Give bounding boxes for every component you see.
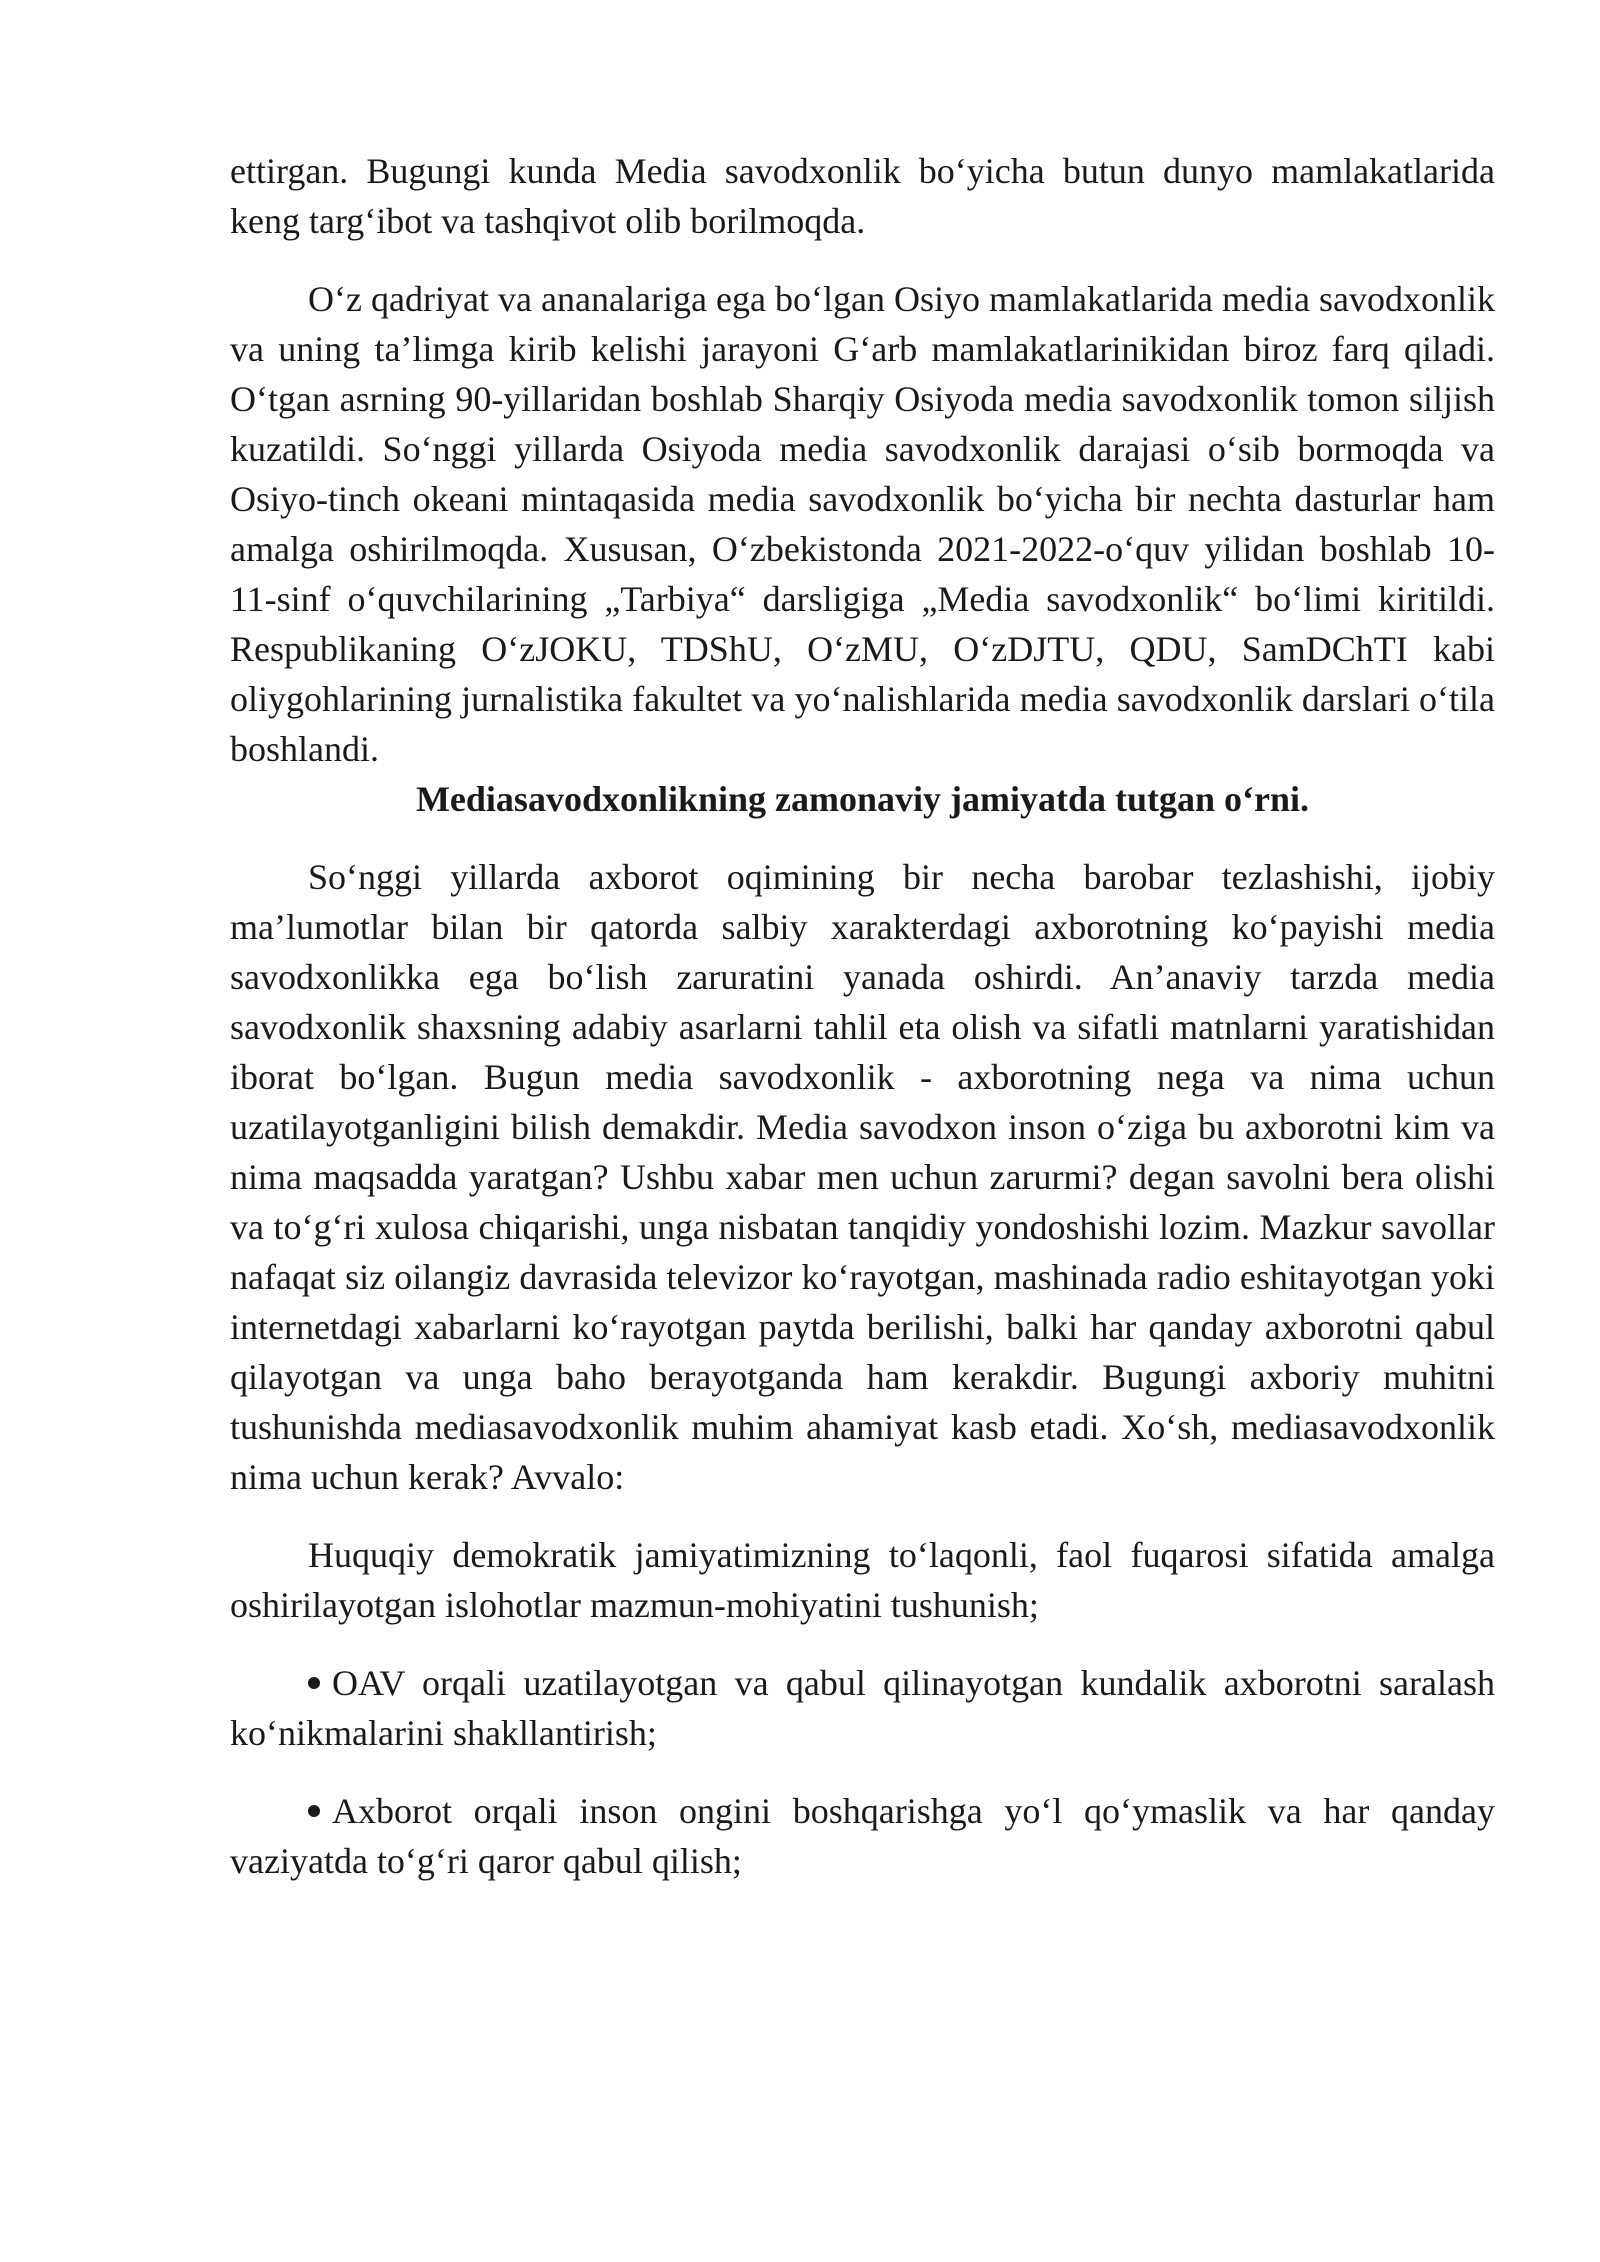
- bullet-item: [230, 1658, 1495, 1758]
- bullet-icon: [308, 1677, 320, 1689]
- document-body: [230, 146, 1495, 1886]
- paragraph-legal-democratic: Huquqiy demokratik jamiyatimizning to‘laqonli, faol fuqarosi sifatida amalga oshirilayotgan islohotlar mazmun-mohiyatini tushunish;: [230, 1535, 1495, 1625]
- bullet-item: [230, 1786, 1495, 1886]
- section-heading: Mediasavodxonlikning zamonaviy jamiyatda tutgan o‘rni.: [415, 779, 1310, 819]
- paragraph-modern-society: So‘nggi yillarda axborot oqimining bir necha barobar tezlashishi, ijobiy ma’lumotlar bilan bir qatorda salbiy xarakterdagi axborotning ko‘payishi media savodxonlikka ega bo‘lish zaruratini yanada oshirdi. An’anaviy tarzda media savodxonlik shaxsning adabiy asarlarni tahlil eta olish va sifatli matnlarni yaratishidan iborat bo‘lgan. Bugun media savodxonlik - axborotning nega va nima uchun uzatilayotganligini bilish demakdir. Media savodxon inson o‘ziga bu axborotni kim va nima maqsadda yaratgan? Ushbu xabar men uchun zarurmi? degan savolni bera olishi va to‘g‘ri xulosa chiqarishi, unga nisbatan tanqidiy yondoshishi lozim. Mazkur savollar nafaqat siz oilangiz davrasida televizor ko‘rayotgan, mashinada radio eshitayotgan yoki internetdagi xabarlarni ko‘rayotgan paytda berilishi, balki har qanday axborotni qabul qilayotgan va unga baho berayotganda ham kerakdir. Bugungi axboriy muhitni tushunishda mediasavodxonlik muhim ahamiyat kasb etadi. Xo‘sh, mediasavodxonlik nima uchun kerak? Avvalo:: [230, 857, 1495, 1497]
- bullet-text: OAV orqali uzatilayotgan va qabul qilinayotgan kundalik axborotni saralash ko‘nikmalarini shakllantirish;: [230, 1663, 1495, 1753]
- bullet-text: Axborot orqali inson ongini boshqarishga yo‘l qo‘ymaslik va har qanday vaziyatda to‘g‘ri qaror qabul qilish;: [230, 1791, 1495, 1881]
- paragraph-continuation: ettirgan. Bugungi kunda Media savodxonlik bo‘yicha butun dunyo mamlakatlarida keng targ‘ibot va tashqivot olib borilmoqda.: [230, 151, 1495, 241]
- bullet-icon: [308, 1805, 320, 1817]
- paragraph-asia-media-literacy: O‘z qadriyat va ananalariga ega bo‘lgan Osiyo mamlakatlarida media savodxonlik va uning ta’limga kirib kelishi jarayoni G‘arb mamlakatlarinikidan biroz farq qiladi. O‘tgan asrning 90-yillaridan boshlab Sharqiy Osiyoda media savodxonlik tomon siljish kuzatildi. So‘nggi yillarda Osiyoda media savodxonlik darajasi o‘sib bormoqda va Osiyo-tinch okeani mintaqasida media savodxonlik bo‘yicha bir nechta dasturlar ham amalga oshirilmoqda. Xususan, O‘zbekistonda 2021-2022-o‘quv yilidan boshlab 10-11-sinf o‘quvchilarining „Tarbiya“ darsligiga „Media savodxonlik“ bo‘limi kiritildi. Respublikaning O‘zJOKU, TDShU, O‘zMU, O‘zDJTU, QDU, SamDChTI kabi oliygohlarining jurnalistika fakultet va yo‘nalishlarida media savodxonlik darslari o‘tila boshlandi.: [230, 279, 1495, 769]
